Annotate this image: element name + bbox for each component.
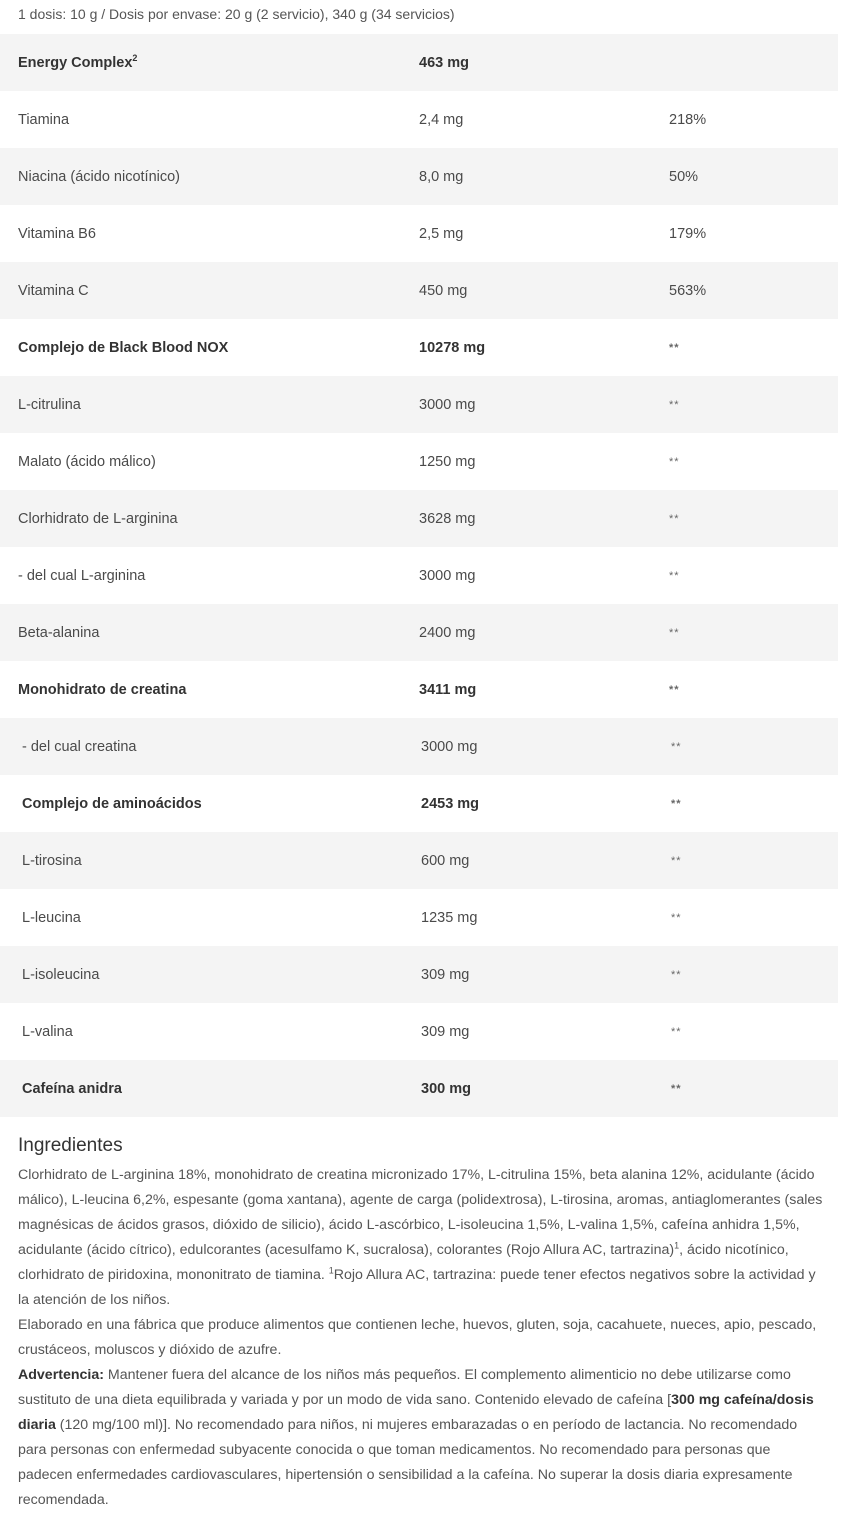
nutrient-percent: ** bbox=[669, 398, 680, 411]
nutrient-name-text: Energy Complex bbox=[18, 54, 133, 71]
allergen-note: Elaborado en una fábrica que produce alimentos que contienen leche, huevos, gluten, soja, cacahuete, nueces, apio, pescado, crustáceos, moluscos y dióxido de azufre. bbox=[18, 1317, 817, 1358]
nutrient-name bbox=[0, 739, 421, 755]
table-row bbox=[0, 490, 838, 547]
table-row bbox=[0, 1060, 838, 1117]
ingredients-text-a: Clorhidrato de L-arginina 18%, monohidrato de creatina micronizado 17%, L-citrulina 15%, beta alanina 12%, acidulante (ácido málico), L-leucina 6,2%, espesante (goma xantana), agente de carga (polidextrosa), L-tirosina, aromas, antiaglomerantes (sales magnésicas de ácidos grasos, dióxido de silicio), ácido L-ascórbico, L-isoleucina 1,5%, L-valina 1,5%, cafeína anhidra 1,5%, acidulante (ácido cítrico), edulcorantes (acesulfamo K, sucralosa), colorantes (Rojo Allura AC, tartrazina) bbox=[18, 1167, 823, 1258]
warning-text bbox=[18, 1363, 828, 1513]
table-row bbox=[0, 832, 838, 889]
footnote-marker: 2 bbox=[132, 52, 138, 63]
nutrient-name bbox=[0, 682, 419, 698]
nutrient-name bbox=[0, 568, 419, 584]
table-row bbox=[0, 946, 838, 1003]
nutrient-percent: ** bbox=[671, 1025, 682, 1038]
table-row bbox=[0, 148, 838, 205]
nutrient-name-text: L-citrulina bbox=[18, 396, 81, 413]
warning-text-b: (120 mg/100 ml)]. No recomendado para niños, ni mujeres embarazadas o en período de lactancia. No recomendado para personas con enfermedad subyacente conocida o que toman medicamentos. No recomendado para personas que padecen enfermedades cardiovasculares, hipertensión o sensibilidad a la cafeína. No superar la dosis diaria expresamente recomendada. bbox=[18, 1417, 798, 1508]
nutrient-name bbox=[0, 796, 421, 812]
nutrient-name-text: - del cual L-arginina bbox=[18, 567, 146, 584]
nutrient-percent: ** bbox=[671, 911, 682, 924]
table-row bbox=[0, 604, 838, 661]
nutrient-name-text: L-isoleucina bbox=[22, 966, 100, 983]
nutrient-percent: 218% bbox=[669, 111, 707, 128]
warning-caffeine-dose: 300 mg cafeína/dosis diaria bbox=[18, 1392, 814, 1433]
nutrient-name-text: Vitamina C bbox=[18, 282, 89, 299]
nutrient-percent: ** bbox=[669, 341, 680, 354]
nutrient-name bbox=[0, 454, 419, 470]
warning-label: Advertencia: bbox=[18, 1367, 104, 1383]
footnote-marker: 1 bbox=[328, 1265, 334, 1276]
nutrient-amount: 309 mg bbox=[421, 966, 470, 983]
ingredients-section bbox=[0, 1117, 846, 1513]
nutrient-name-text: Tiamina bbox=[18, 111, 70, 128]
nutrient-name-text: L-tirosina bbox=[22, 852, 82, 869]
table-row bbox=[0, 1003, 838, 1060]
table-row bbox=[0, 205, 838, 262]
nutrient-amount: 463 mg bbox=[419, 54, 469, 71]
nutrient-percent: 563% bbox=[669, 282, 707, 299]
nutrient-percent: ** bbox=[669, 455, 680, 468]
table-row bbox=[0, 376, 838, 433]
nutrient-name-text: Cafeína anidra bbox=[22, 1080, 122, 1097]
nutrient-name bbox=[0, 340, 419, 356]
warning-text-a: Mantener fuera del alcance de los niños más pequeños. El complemento alimenticio no debe utilizarse como sustituto de una dieta equilibrada y variada y por un modo de vida sano. Contenido elevado de cafeína [ bbox=[18, 1367, 791, 1408]
nutrient-name-text: Malato (ácido málico) bbox=[18, 453, 156, 470]
nutrient-name-text: L-valina bbox=[22, 1023, 73, 1040]
nutrient-name bbox=[0, 625, 419, 641]
nutrient-amount: 1250 mg bbox=[419, 453, 476, 470]
nutrient-amount: 1235 mg bbox=[421, 909, 478, 926]
nutrient-amount: 3411 mg bbox=[419, 681, 477, 698]
nutrient-amount: 309 mg bbox=[421, 1023, 470, 1040]
footnote-marker: 1 bbox=[674, 1240, 680, 1251]
nutrient-name-text: Niacina (ácido nicotínico) bbox=[18, 168, 180, 185]
nutrient-name bbox=[0, 283, 419, 299]
nutrient-name bbox=[0, 52, 419, 71]
table-row bbox=[0, 661, 838, 718]
nutrient-percent: ** bbox=[671, 1082, 682, 1095]
nutrient-name bbox=[0, 1081, 421, 1097]
nutrient-name bbox=[0, 511, 419, 527]
nutrient-amount: 450 mg bbox=[419, 282, 468, 299]
nutrient-amount: 8,0 mg bbox=[419, 168, 464, 185]
ingredients-text-c: Rojo Allura AC, tartrazina: puede tener efectos negativos sobre la actividad y la atención de los niños. bbox=[18, 1267, 816, 1308]
nutrient-amount: 2400 mg bbox=[419, 624, 476, 641]
table-row bbox=[0, 775, 838, 832]
nutrient-amount: 10278 mg bbox=[419, 339, 486, 356]
nutrient-amount: 3000 mg bbox=[421, 738, 478, 755]
nutrient-percent: 50% bbox=[669, 168, 699, 185]
ingredients-title: Ingredientes bbox=[18, 1135, 123, 1156]
nutrient-amount: 300 mg bbox=[421, 1080, 471, 1097]
nutrient-name bbox=[0, 853, 421, 869]
ingredients-text bbox=[18, 1163, 828, 1313]
nutrient-name-text: Monohidrato de creatina bbox=[18, 681, 187, 698]
nutrient-name bbox=[0, 112, 419, 128]
nutrient-name-text: Complejo de Black Blood NOX bbox=[18, 339, 229, 356]
nutrient-percent: ** bbox=[671, 797, 682, 810]
table-row bbox=[0, 34, 838, 91]
nutrition-table bbox=[0, 34, 838, 1117]
nutrient-amount: 3000 mg bbox=[419, 567, 476, 584]
nutrient-name bbox=[0, 967, 421, 983]
nutrient-percent: 179% bbox=[669, 225, 707, 242]
table-row bbox=[0, 889, 838, 946]
table-row bbox=[0, 262, 838, 319]
nutrient-percent: ** bbox=[669, 683, 680, 696]
nutrient-amount: 2,4 mg bbox=[419, 111, 464, 128]
table-row bbox=[0, 547, 838, 604]
nutrient-name-text: Clorhidrato de L-arginina bbox=[18, 510, 178, 527]
table-row bbox=[0, 319, 838, 376]
nutrient-name-text: Vitamina B6 bbox=[18, 225, 96, 242]
nutrient-name-text: Beta-alanina bbox=[18, 624, 100, 641]
nutrient-name-text: L-leucina bbox=[22, 909, 81, 926]
nutrient-name bbox=[0, 1024, 421, 1040]
nutrient-name bbox=[0, 169, 419, 185]
nutrient-name bbox=[0, 397, 419, 413]
nutrient-percent: ** bbox=[671, 854, 682, 867]
nutrient-name-text: Complejo de aminoácidos bbox=[22, 795, 202, 812]
nutrient-amount: 600 mg bbox=[421, 852, 470, 869]
ingredients-text-b: , ácido nicotínico, clorhidrato de piridoxina, mononitrato de tiamina. bbox=[18, 1242, 789, 1283]
nutrient-name bbox=[0, 910, 421, 926]
nutrient-percent: ** bbox=[669, 569, 680, 582]
nutrient-name bbox=[0, 226, 419, 242]
table-row bbox=[0, 91, 838, 148]
nutrient-percent: ** bbox=[669, 512, 680, 525]
nutrient-amount: 3000 mg bbox=[419, 396, 476, 413]
nutrient-amount: 3628 mg bbox=[419, 510, 476, 527]
table-row bbox=[0, 433, 838, 490]
nutrient-amount: 2,5 mg bbox=[419, 225, 464, 242]
nutrient-percent: ** bbox=[671, 740, 682, 753]
nutrient-percent: ** bbox=[671, 968, 682, 981]
dose-info-line: 1 dosis: 10 g / Dosis por envase: 20 g (2 servicio), 340 g (34 servicios) bbox=[18, 6, 455, 22]
nutrient-name-text: - del cual creatina bbox=[22, 738, 137, 755]
nutrient-percent: ** bbox=[669, 626, 680, 639]
nutrient-amount: 2453 mg bbox=[421, 795, 480, 812]
table-row bbox=[0, 718, 838, 775]
